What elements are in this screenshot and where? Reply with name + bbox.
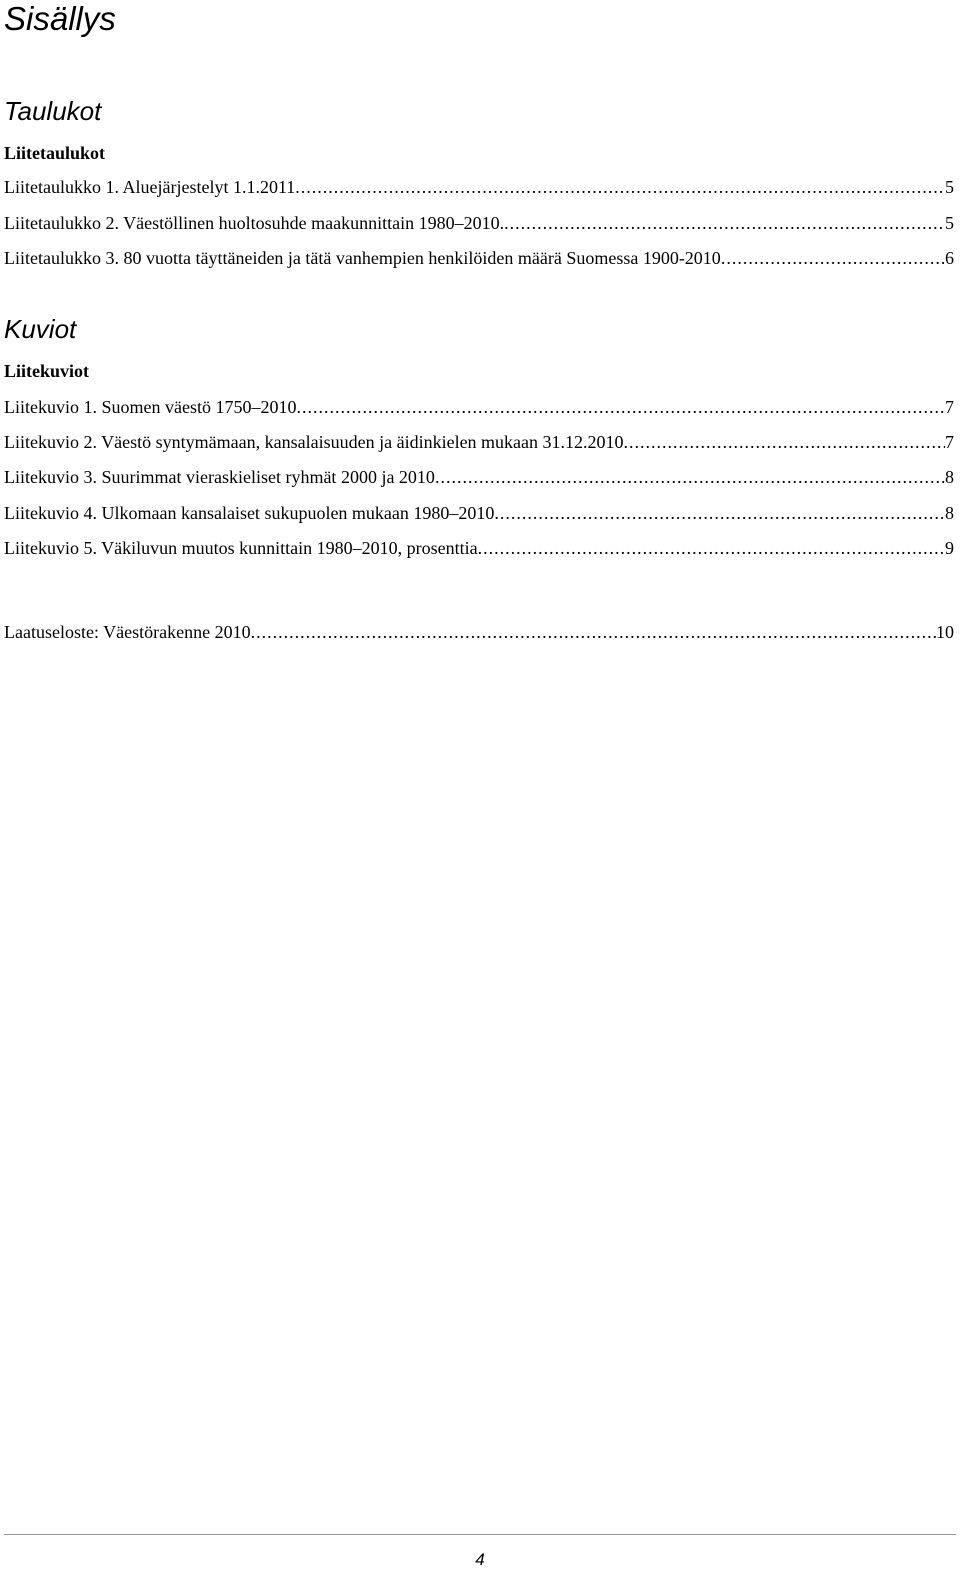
dot-leader [478,537,945,559]
toc-entry[interactable] [4,212,954,234]
toc-entry-text: Liitekuvio 1. Suomen väestö 1750–2010 [4,397,297,417]
toc-entry-text: Liitetaulukko 3. 80 vuotta täyttäneiden ja tätä vanhempien henkilöiden määrä Suomessa 1900-2010 [4,248,721,268]
toc-entry[interactable] [4,247,954,269]
dot-leader [624,431,945,453]
dot-leader [295,176,945,198]
toc-entry-page: 5 [945,213,954,233]
toc-entry-text: Liitekuvio 4. Ulkomaan kansalaiset sukupuolen mukaan 1980–2010 [4,503,495,523]
section-title-taulukot: Taulukot [4,96,102,126]
page-title: Sisällys [4,0,116,37]
toc-entry[interactable] [4,431,954,453]
toc-entry-text: Liitekuvio 5. Väkiluvun muutos kunnittain 1980–2010, prosenttia [4,538,478,558]
toc-entry-page: 6 [945,248,954,268]
toc-entry-page: 8 [945,467,954,487]
toc-entry[interactable] [4,502,954,524]
toc-entry-text: Liitekuvio 2. Väestö syntymämaan, kansalaisuuden ja äidinkielen mukaan 31.12.2010 [4,432,624,452]
dot-leader [494,502,945,524]
subsection-title-liitetaulukot: Liitetaulukot [4,143,106,163]
dot-leader [296,396,945,418]
toc-entry-page: 8 [945,503,954,523]
section-title-kuviot: Kuviot [4,314,77,344]
toc-entry-page: 7 [945,397,954,417]
toc-entry-page: 10 [936,622,954,642]
toc-entry[interactable] [4,396,954,418]
toc-entry[interactable] [4,537,954,559]
toc-entry[interactable] [4,466,954,488]
dot-leader [251,621,936,643]
dot-leader [435,466,945,488]
toc-entry-laatuseloste[interactable] [4,621,954,643]
footer-divider [4,1534,956,1535]
subsection-title-liitekuviot: Liitekuviot [4,361,90,381]
toc-entry-text: Liitekuvio 3. Suurimmat vieraskieliset ryhmät 2000 ja 2010 [4,467,435,487]
toc-entry[interactable] [4,176,954,198]
toc-entry-page: 9 [945,538,954,558]
dot-leader [721,247,945,269]
toc-entry-text: Liitetaulukko 1. Aluejärjestelyt 1.1.2011 [4,177,296,197]
toc-entry-text: Liitetaulukko 2. Väestöllinen huoltosuhde maakunnittain 1980–2010. [4,213,505,233]
dot-leader [504,212,945,234]
toc-entry-page: 7 [945,432,954,452]
footer-page-number: 4 [475,1550,485,1569]
toc-entry-text: Laatuseloste: Väestörakenne 2010 [4,622,251,642]
toc-entry-page: 5 [945,177,954,197]
